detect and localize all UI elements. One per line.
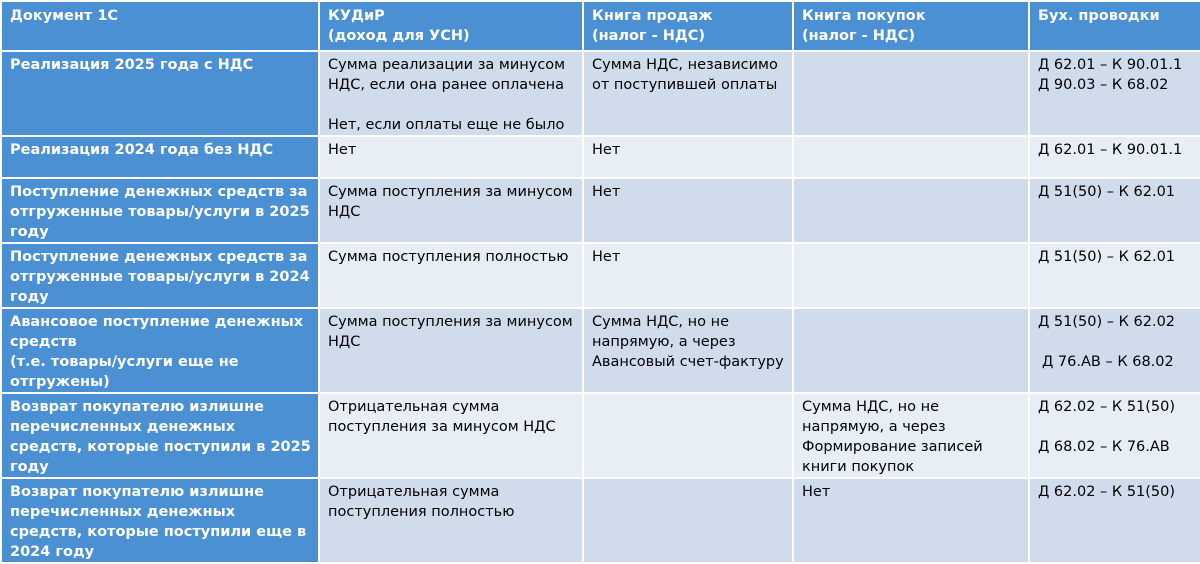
entry-line: Д 62.02 – К 51(50) <box>1038 484 1176 500</box>
header-document-line1: Документ 1С <box>10 8 119 24</box>
cell-purchase-book <box>793 308 1029 393</box>
table-row <box>1 136 1200 178</box>
cell-sales-book <box>583 136 793 178</box>
entry-line: Д 51(50) – К 62.01 <box>1038 249 1176 265</box>
table-row <box>1 178 1200 243</box>
cell-sales-book <box>583 178 793 243</box>
document-text: Реализация 2025 года с НДС <box>10 57 254 73</box>
entry-line: Д 51(50) – К 62.02 <box>1038 314 1176 330</box>
cell-kudir <box>319 136 583 178</box>
kudir-text: Сумма реализации за минусом НДС, если она ранее оплачена <box>328 57 566 93</box>
cell-sales-book <box>583 393 793 478</box>
header-entries <box>1029 1 1200 51</box>
kudir-text: Сумма поступления за минусом НДС <box>328 314 573 350</box>
kudir-text: Отрицательная сумма поступления полностью <box>328 484 515 520</box>
header-sales-book-line2: (налог - НДС) <box>592 28 706 44</box>
cell-document <box>1 136 319 178</box>
entry-line: Д 62.01 – К 90.01.1 <box>1038 57 1183 73</box>
sales-text: Нет <box>592 142 621 158</box>
cell-sales-book <box>583 308 793 393</box>
header-row <box>1 1 1200 51</box>
cell-document <box>1 178 319 243</box>
cell-purchase-book <box>793 243 1029 308</box>
header-kudir <box>319 1 583 51</box>
cell-sales-book <box>583 51 793 136</box>
cell-kudir <box>319 243 583 308</box>
document-text-note: (т.е. товары/услуги еще не отгружены) <box>10 354 239 390</box>
cell-document <box>1 308 319 393</box>
entry-line: Д 90.03 – К 68.02 <box>1038 77 1169 93</box>
cell-purchase-book <box>793 178 1029 243</box>
document-text: Возврат покупателю излишне перечисленных денежных средств, которые поступили в 2025 году <box>10 399 311 475</box>
table-row <box>1 393 1200 478</box>
document-text: Авансовое поступление денежных средств <box>10 314 304 350</box>
cell-entries <box>1029 478 1200 563</box>
header-purchase-book-line1: Книга покупок <box>802 8 926 24</box>
cell-kudir <box>319 178 583 243</box>
entry-line: Д 76.АВ – К 68.02 <box>1042 354 1174 370</box>
document-text: Возврат покупателю излишне перечисленных денежных средств, которые поступили еще в 2024 году <box>10 484 307 560</box>
cell-entries <box>1029 178 1200 243</box>
cell-kudir <box>319 308 583 393</box>
header-sales-book <box>583 1 793 51</box>
cell-document <box>1 478 319 563</box>
header-entries-line1: Бух. проводки <box>1038 8 1160 24</box>
sales-text: Сумма НДС, но не напрямую, а через Авансовый счет-фактуру <box>592 314 784 370</box>
cell-document <box>1 51 319 136</box>
table-row <box>1 243 1200 308</box>
kudir-text-2: Нет, если оплаты еще не было <box>328 117 565 133</box>
cell-purchase-book <box>793 478 1029 563</box>
cell-purchase-book <box>793 393 1029 478</box>
header-sales-book-line1: Книга продаж <box>592 8 713 24</box>
sales-text: Сумма НДС, независимо от поступившей оплаты <box>592 57 778 93</box>
cell-entries <box>1029 51 1200 136</box>
cell-purchase-book <box>793 51 1029 136</box>
header-purchase-book <box>793 1 1029 51</box>
cell-document <box>1 393 319 478</box>
document-text: Реализация 2024 года без НДС <box>10 142 274 158</box>
header-kudir-line1: КУДиР <box>328 8 385 24</box>
cell-entries <box>1029 136 1200 178</box>
kudir-text: Сумма поступления за минусом НДС <box>328 184 573 220</box>
entry-line: Д 68.02 – К 76.АВ <box>1038 439 1170 455</box>
cell-document <box>1 243 319 308</box>
sales-text: Нет <box>592 184 621 200</box>
purchases-text: Нет <box>802 484 831 500</box>
cell-purchase-book <box>793 136 1029 178</box>
kudir-text: Нет <box>328 142 357 158</box>
document-text: Поступление денежных средств за отгруженные товары/услуги в 2024 году <box>10 249 310 305</box>
entry-line: Д 62.02 – К 51(50) <box>1038 399 1176 415</box>
cell-entries <box>1029 243 1200 308</box>
cell-entries <box>1029 308 1200 393</box>
purchases-text: Сумма НДС, но не напрямую, а через Формирование записей книги покупок <box>802 399 983 475</box>
header-document <box>1 1 319 51</box>
cell-kudir <box>319 478 583 563</box>
entry-line: Д 51(50) – К 62.01 <box>1038 184 1176 200</box>
document-text: Поступление денежных средств за отгруженные товары/услуги в 2025 году <box>10 184 310 240</box>
cell-kudir <box>319 51 583 136</box>
sales-text: Нет <box>592 249 621 265</box>
table-row <box>1 478 1200 563</box>
cell-kudir <box>319 393 583 478</box>
table-row <box>1 308 1200 393</box>
cell-sales-book <box>583 478 793 563</box>
kudir-text: Сумма поступления полностью <box>328 249 569 265</box>
cell-entries <box>1029 393 1200 478</box>
cell-sales-book <box>583 243 793 308</box>
table-row <box>1 51 1200 136</box>
kudir-text: Отрицательная сумма поступления за минусом НДС <box>328 399 556 435</box>
header-kudir-line2: (доход для УСН) <box>328 28 470 44</box>
entry-line: Д 62.01 – К 90.01.1 <box>1038 142 1183 158</box>
header-purchase-book-line2: (налог - НДС) <box>802 28 916 44</box>
